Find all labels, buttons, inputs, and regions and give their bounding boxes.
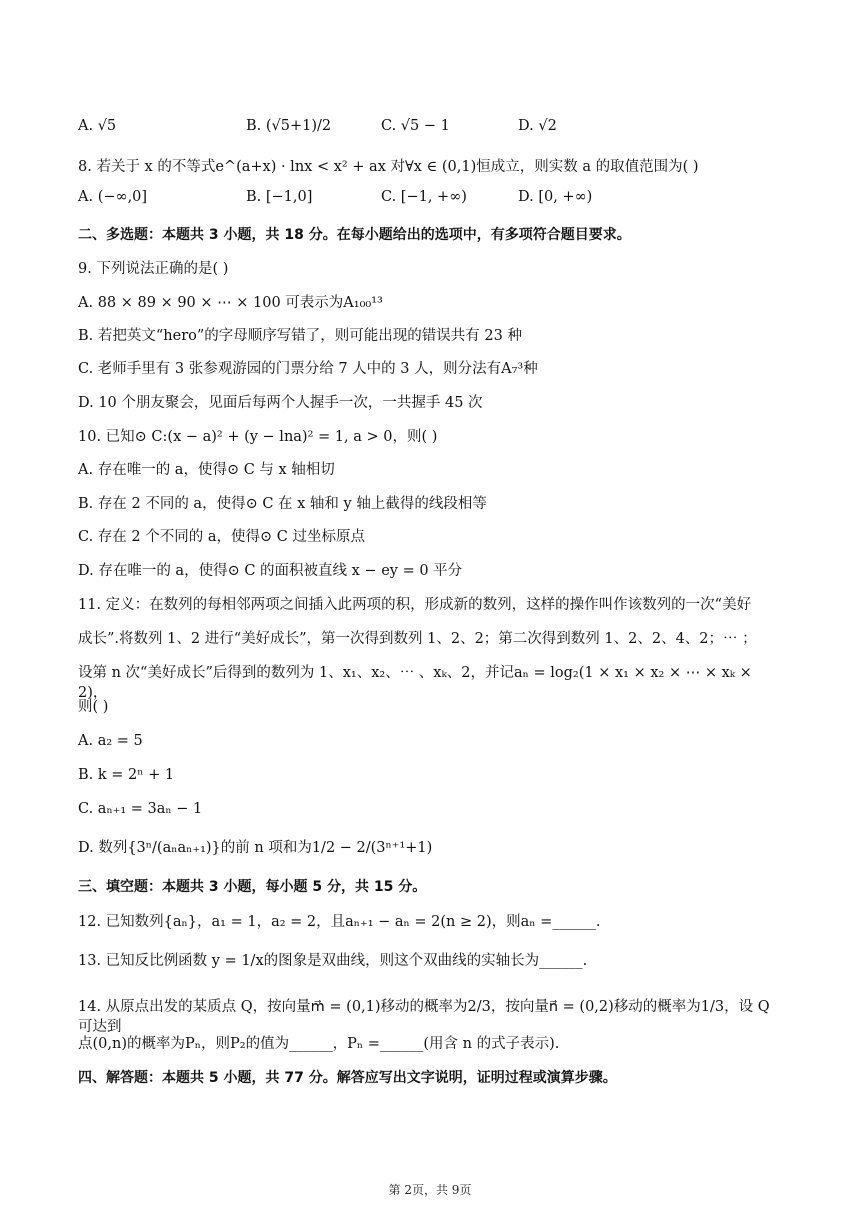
q10-option-b: B. 存在 2 不同的 a，使得⊙ C 在 x 轴和 y 轴上截得的线段相等 — [78, 496, 487, 512]
q11-stem-line3: 设第 n 次“美好成长”后得到的数列为 1、x₁、x₂、⋯ 、xₖ、2，并记aₙ = log₂(1 × x₁ × x₂ × ⋯ × xₖ × 2)， — [78, 665, 752, 701]
q7-option-c: C. √5 − 1 — [381, 118, 450, 134]
section-fill-in-heading: 三、填空题：本题共 3 小题，每小题 5 分，共 15 分。 — [78, 879, 427, 895]
q8-stem: 8. 若关于 x 的不等式e^(a+x) · lnx < x² + ax 对∀x ∈ (0,1)恒成立，则实数 a 的取值范围为( ) — [78, 159, 699, 175]
q11-stem-line1: 11. 定义：在数列的每相邻两项之间插入此两项的积，形成新的数列，这样的操作叫作该数列的一次“美好 — [78, 597, 752, 613]
q10-option-d: D. 存在唯一的 a，使得⊙ C 的面积被直线 x − ey = 0 平分 — [78, 563, 463, 579]
page-footer: 第 2页，共 9页 — [388, 1183, 472, 1197]
section-answer-heading: 四、解答题：本题共 5 小题，共 77 分。解答应写出文字说明，证明过程或演算步骤。 — [78, 1070, 617, 1086]
q12-text: 12. 已知数列{aₙ}，a₁ = 1，a₂ = 2，且aₙ₊₁ − aₙ = 2(n ≥ 2)，则aₙ =______. — [78, 914, 601, 930]
q14-line1: 14. 从原点出发的某质点 Q，按向量m⃗ = (0,1)移动的概率为2/3，按向量n⃗ = (0,2)移动的概率为1/3，设 Q 可达到 — [78, 999, 770, 1035]
q11-option-d: D. 数列{3ⁿ/(aₙaₙ₊₁)}的前 n 项和为1/2 − 2/(3ⁿ⁺¹+1) — [78, 840, 433, 856]
q7-option-b: B. (√5+1)/2 — [246, 118, 332, 134]
q10-option-c: C. 存在 2 个不同的 a，使得⊙ C 过坐标原点 — [78, 529, 365, 545]
q11-option-c: C. aₙ₊₁ = 3aₙ − 1 — [78, 801, 203, 817]
q10-option-a: A. 存在唯一的 a，使得⊙ C 与 x 轴相切 — [78, 462, 335, 478]
q14-line2: 点(0,n)的概率为Pₙ，则P₂的值为______，Pₙ =______(用含 n 的式子表示). — [78, 1036, 560, 1052]
q8-option-b: B. [−1,0] — [246, 189, 313, 205]
q11-option-a: A. a₂ = 5 — [78, 733, 143, 749]
q11-stem-line4: 则( ) — [78, 699, 109, 715]
q9-stem: 9. 下列说法正确的是( ) — [78, 261, 229, 277]
q7-option-a: A. √5 — [78, 118, 117, 134]
section-multiple-choice-heading: 二、多选题：本题共 3 小题，共 18 分。在每小题给出的选项中，有多项符合题目要求。 — [78, 227, 631, 243]
q7-option-d: D. √2 — [518, 118, 557, 134]
q8-option-c: C. [−1, +∞) — [381, 189, 467, 205]
q7-options — [78, 118, 778, 140]
q9-option-d: D. 10 个朋友聚会，见面后每两个人握手一次，一共握手 45 次 — [78, 395, 483, 411]
q9-option-a: A. 88 × 89 × 90 × ⋯ × 100 可表示为A₁₀₀¹³ — [78, 295, 383, 311]
q9-option-c: C. 老师手里有 3 张参观游园的门票分给 7 人中的 3 人，则分法有A₇³种 — [78, 361, 538, 377]
q11-option-b: B. k = 2ⁿ + 1 — [78, 767, 175, 783]
q8-option-a: A. (−∞,0] — [78, 189, 148, 205]
q11-stem-line2: 成长”.将数列 1、2 进行“美好成长”，第一次得到数列 1、2、2；第二次得到数列 1、2、2、4、2；⋯ ； — [78, 631, 757, 647]
q10-stem: 10. 已知⊙ C:(x − a)² + (y − lna)² = 1, a > 0，则( ) — [78, 429, 438, 445]
q8-options — [78, 189, 778, 211]
q8-option-d: D. [0, +∞) — [518, 189, 593, 205]
q13-text: 13. 已知反比例函数 y = 1/x的图象是双曲线，则这个双曲线的实轴长为______. — [78, 953, 588, 969]
q9-option-b: B. 若把英文“hero”的字母顺序写错了，则可能出现的错误共有 23 种 — [78, 328, 522, 344]
